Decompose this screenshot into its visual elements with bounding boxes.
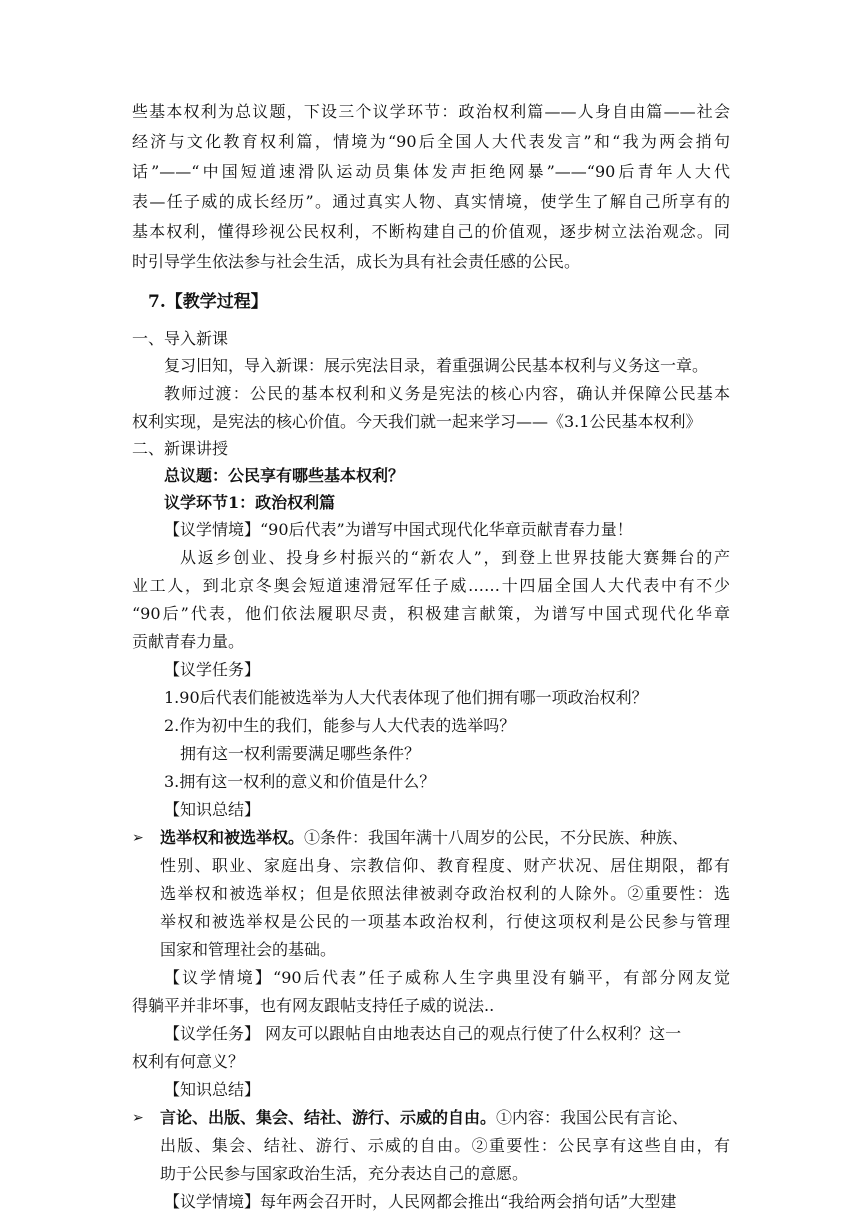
arrow-bullet-icon: ➢ (132, 1110, 144, 1126)
intro-line-2: 经济与文化教育权利篇，情境为“90后全国人大代表发言”和“我为两会捎句 (132, 132, 730, 151)
situation-1-line-3: “90后”代表，他们依法履职尽责，积极建言献策，为谱写中国式现代化华章 (132, 604, 730, 623)
task-1-title: 【议学任务】 (164, 660, 261, 679)
situation-1-title: 【议学情境】“90后代表”为谱写中国式现代化华章贡献青春力量！ (164, 520, 633, 539)
task-1-item-1: 1.90后代表们能被选举为人大代表体现了他们拥有哪一项政治权利？ (164, 688, 648, 707)
summary-1-first-line (160, 826, 860, 850)
summary-1-keyword: 选举权和被选举权。 (160, 828, 305, 847)
summary-1-title: 【知识总结】 (164, 800, 261, 819)
summary-1-line-2: 性别、职业、家庭出身、宗教信仰、教育程度、财产状况、居住期限，都有 (160, 856, 730, 875)
summary-2-title: 【知识总结】 (164, 1080, 261, 1099)
summary-1-line-5: 国家和管理社会的基础。 (160, 940, 337, 959)
situation-2-line-2: 得躺平并非坏事，也有网友跟帖支持任子威的说法.. (132, 996, 495, 1015)
part1-paragraph-2-line-1: 教师过渡：公民的基本权利和义务是宪法的核心内容，确认并保障公民基本 (164, 384, 730, 403)
discussion-link-1: 议学环节1：政治权利篇 (164, 493, 336, 512)
part1-title: 一、导入新课 (132, 329, 229, 348)
part1-paragraph-2-line-2: 权利实现，是宪法的核心价值。今天我们就一起来学习——《3.1公民基本权利》 (132, 412, 702, 431)
situation-1-line-1: 从返乡创业、投身乡村振兴的“新农人”，到登上世界技能大赛舞台的产 (180, 548, 730, 567)
summary-1-first-line-rest: ①条件：我国年满十八周岁的公民，不分民族、种族、 (304, 828, 689, 847)
task-2-line-1: 【议学任务】 网友可以跟帖自由地表达自己的观点行使了什么权利？这一 (164, 1024, 682, 1043)
intro-line-1: 些基本权利为总议题，下设三个议学环节：政治权利篇——人身自由篇——社会 (132, 102, 730, 121)
summary-1-line-3: 选举权和被选举权；但是依照法律被剥夺政治权利的人除外。②重要性：选 (160, 884, 730, 903)
summary-2-first-line-rest: ①内容：我国公民有言论、 (496, 1108, 689, 1127)
task-1-item-2-sub: 拥有这一权利需要满足哪些条件？ (180, 744, 421, 763)
summary-2-first-line (160, 1106, 860, 1130)
task-1-item-3: 3.拥有这一权利的意义和价值是什么？ (164, 772, 436, 791)
summary-1-line-4: 举权和被选举权是公民的一项基本政治权利，行使这项权利是公民参与管理 (160, 912, 730, 931)
part1-paragraph-1: 复习旧知，导入新课：展示宪法目录，着重强调公民基本权利与义务这一章。 (164, 356, 709, 375)
task-1-item-2: 2.作为初中生的我们，能参与人大代表的选举吗？ (164, 716, 516, 735)
summary-2-line-2: 出版、集会、结社、游行、示威的自由。②重要性：公民享有这些自由，有 (160, 1136, 730, 1155)
summary-2-line-3: 助于公民参与国家政治生活，充分表达自己的意愿。 (160, 1164, 529, 1183)
intro-line-3: 话”——“中国短道速滑队运动员集体发声拒绝网暴”——“90后青年人大代 (132, 162, 730, 181)
section-heading-teaching-process: 7.【教学过程】 (148, 292, 268, 312)
part2-title: 二、新课讲授 (132, 439, 229, 458)
situation-1-line-4: 贡献青春力量。 (132, 632, 245, 651)
task-2-line-2: 权利有何意义？ (132, 1052, 245, 1071)
intro-line-4: 表—任子威的成长经历”。通过真实人物、真实情境，使学生了解自己所享有的 (132, 192, 730, 211)
situation-1-line-2: 业工人，到北京冬奥会短道速滑冠军任子威……十四届全国人大代表中有不少 (132, 576, 730, 595)
main-topic: 总议题：公民享有哪些基本权利？ (164, 466, 405, 485)
intro-line-5: 基本权利，懂得珍视公民权利，不断构建自己的价值观，逐步树立法治观念。同 (132, 222, 730, 241)
situation-2-line-1: 【议学情境】“90后代表”任子威称人生字典里没有躺平，有部分网友觉 (164, 968, 730, 987)
intro-line-6: 时引导学生依法参与社会生活，成长为具有社会责任感的公民。 (132, 252, 581, 271)
situation-3-line-1: 【议学情境】每年两会召开时，人民网都会推出“我给两会捎句话”大型建 (164, 1192, 677, 1211)
summary-2-keyword: 言论、出版、集会、结社、游行、示威的自由。 (160, 1108, 497, 1127)
arrow-bullet-icon: ➢ (132, 830, 144, 846)
